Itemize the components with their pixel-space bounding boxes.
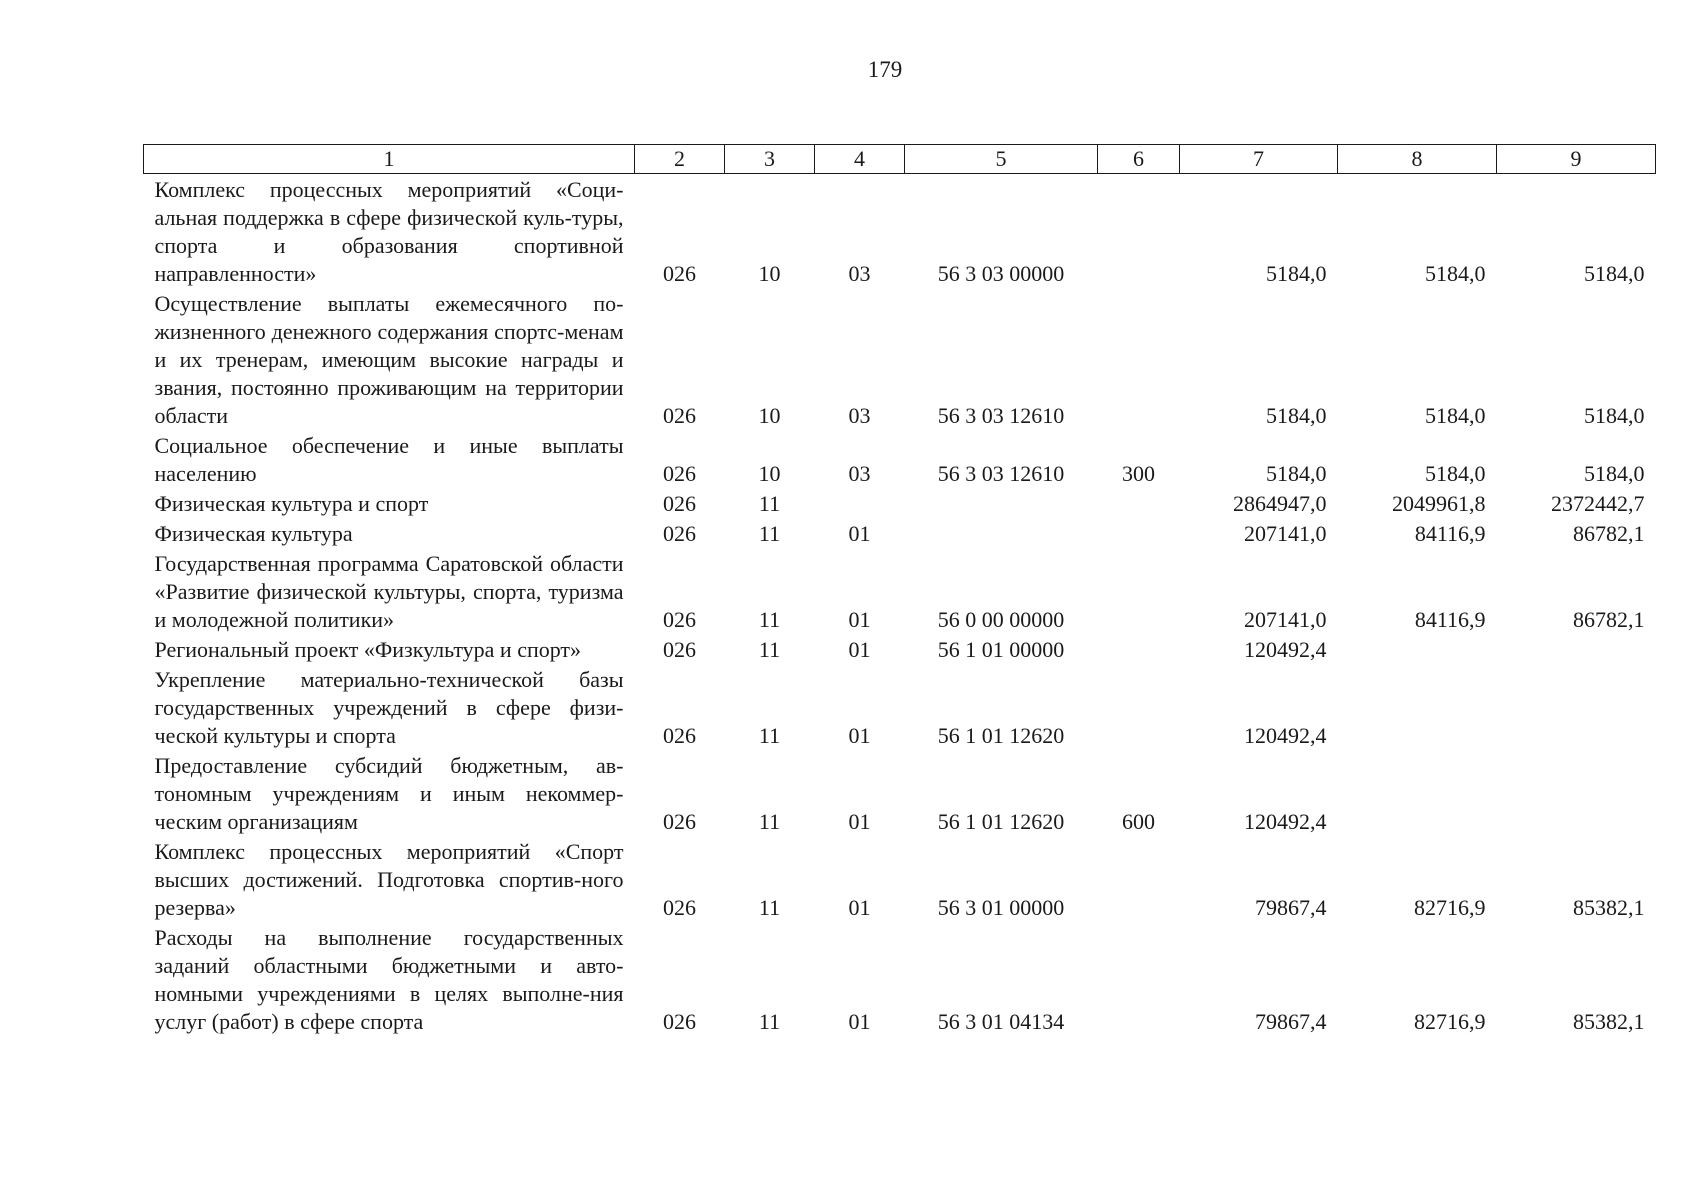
row-col4 [815,488,905,518]
row-col8 [1338,750,1497,836]
row-name: Укрепление материально-технической базы государственных учреждений в сфере физи-ческой культуры и спорта [154,667,624,748]
row-col4: 01 [848,895,871,920]
row-col2: 026 [663,403,696,428]
column-header-3: 3 [725,145,815,174]
row-col7: 5184,0 [1266,403,1327,428]
row-col7: 2864947,0 [1233,491,1327,516]
row-col5: 56 3 03 12610 [937,461,1065,486]
row-name: Расходы на выполнение государственных заданий областными бюджетными и авто-номными учреждениями в целях выполне-ния услуг (работ) в сфере спорта [154,925,624,1034]
table-row [144,664,1656,750]
row-col8: 5184,0 [1425,403,1486,428]
row-col4: 01 [848,607,871,632]
row-col7: 207141,0 [1244,607,1327,632]
table-row [144,488,1656,518]
row-col9 [1497,664,1656,750]
row-col3: 11 [758,607,781,632]
table-row [144,634,1656,664]
column-header-9: 9 [1497,145,1656,174]
column-header-7: 7 [1180,145,1338,174]
row-col4: 01 [848,521,871,546]
row-col3: 11 [758,723,781,748]
row-col7: 79867,4 [1255,1009,1327,1034]
row-col5: 56 0 00 00000 [937,607,1065,632]
table-row [144,518,1656,548]
row-col7: 207141,0 [1244,521,1327,546]
row-col6 [1098,664,1180,750]
row-col3: 11 [758,491,781,516]
row-col4: 01 [848,637,871,662]
row-col6 [1098,288,1180,430]
row-col6: 300 [1122,461,1155,486]
row-col8: 82716,9 [1414,895,1486,920]
row-name: Комплекс процессных мероприятий «Спорт высших достижений. Подготовка спортив-ного резерва» [154,839,624,920]
row-col2: 026 [663,461,696,486]
table-row [144,288,1656,430]
row-col4: 03 [848,403,871,428]
row-col7: 120492,4 [1244,723,1327,748]
row-col3: 10 [758,461,781,486]
column-header-8: 8 [1338,145,1497,174]
row-col8: 82716,9 [1414,1009,1486,1034]
row-col9: 5184,0 [1584,461,1645,486]
row-name: Государственная программа Саратовской области «Развитие физической культуры, спорта, туризма и молодежной политики» [154,551,624,632]
row-col9: 86782,1 [1573,521,1645,546]
row-col9 [1497,634,1656,664]
row-col7: 120492,4 [1244,809,1327,834]
row-col3: 10 [758,261,781,286]
row-col9: 85382,1 [1573,1009,1645,1034]
row-col9: 85382,1 [1573,895,1645,920]
row-col7: 5184,0 [1266,461,1327,486]
row-name: Физическая культура [154,521,353,546]
page-number: 179 [867,57,903,82]
row-col2: 026 [663,607,696,632]
row-col9: 86782,1 [1573,607,1645,632]
row-name: Предоставление субсидий бюджетным, ав-тономным учреждениям и иным некоммер-ческим организациям [154,753,624,834]
row-col4: 03 [848,261,871,286]
row-col2: 026 [663,491,696,516]
row-col3: 11 [758,1009,781,1034]
row-col3: 11 [758,809,781,834]
row-name: Осуществление выплаты ежемесячного по-жизненного денежного содержания спортс-менам и их тренерам, имеющим высокие награды и звания, постоянно проживающим на территории области [154,291,624,428]
row-col7: 79867,4 [1255,895,1327,920]
row-col5: 56 3 01 00000 [937,895,1065,920]
row-col6: 600 [1122,809,1155,834]
row-col2: 026 [663,637,696,662]
row-name: Физическая культура и спорт [154,491,429,516]
row-col9: 5184,0 [1584,261,1645,286]
row-col3: 11 [758,637,781,662]
row-col2: 026 [663,895,696,920]
table-row [144,922,1656,1036]
row-col8: 84116,9 [1414,521,1486,546]
table-row [144,548,1656,634]
row-col5: 56 1 01 12620 [937,809,1065,834]
row-col6 [1098,518,1180,548]
row-col2: 026 [663,809,696,834]
row-col2: 026 [663,1009,696,1034]
column-header-1: 1 [144,145,635,174]
row-col8: 2049961,8 [1392,491,1486,516]
row-col6 [1098,488,1180,518]
row-col6 [1098,548,1180,634]
row-col4: 01 [848,809,871,834]
row-col3: 11 [758,521,781,546]
column-header-4: 4 [815,145,905,174]
row-col4: 03 [848,461,871,486]
column-header-2: 2 [635,145,725,174]
table-row [144,836,1656,922]
row-col8: 5184,0 [1425,261,1486,286]
row-name: Комплекс процессных мероприятий «Соци-альная поддержка в сфере физической куль-туры, спорта и образования спортивной направленности» [154,177,624,286]
row-col6 [1098,174,1180,289]
row-col8 [1338,634,1497,664]
table-row [144,750,1656,836]
row-col8 [1338,664,1497,750]
row-name: Социальное обеспечение и иные выплаты населению [154,433,624,486]
table-row [144,430,1656,488]
row-col9: 2372442,7 [1551,491,1645,516]
row-col9: 5184,0 [1584,403,1645,428]
row-col3: 10 [758,403,781,428]
row-col6 [1098,922,1180,1036]
row-col2: 026 [663,261,696,286]
row-col2: 026 [663,723,696,748]
row-col5: 56 1 01 00000 [937,637,1065,662]
row-col5: 56 3 01 04134 [937,1009,1065,1034]
row-col5: 56 1 01 12620 [937,723,1065,748]
row-col5: 56 3 03 00000 [937,261,1065,286]
row-col6 [1098,836,1180,922]
row-col9 [1497,750,1656,836]
row-col4: 01 [848,723,871,748]
table-header-row [144,145,1656,174]
row-name: Региональный проект «Физкультура и спорт» [154,637,582,662]
row-col6 [1098,634,1180,664]
row-col5 [905,518,1098,548]
row-col3: 11 [758,895,781,920]
row-col4: 01 [848,1009,871,1034]
column-header-5: 5 [905,145,1098,174]
row-col5: 56 3 03 12610 [937,403,1065,428]
row-col5 [905,488,1098,518]
budget-table [143,144,1656,1036]
row-col8: 5184,0 [1425,461,1486,486]
row-col7: 5184,0 [1266,261,1327,286]
table-row [144,174,1656,289]
column-header-6: 6 [1098,145,1180,174]
row-col2: 026 [663,521,696,546]
row-col8: 84116,9 [1414,607,1486,632]
row-col7: 120492,4 [1244,637,1327,662]
